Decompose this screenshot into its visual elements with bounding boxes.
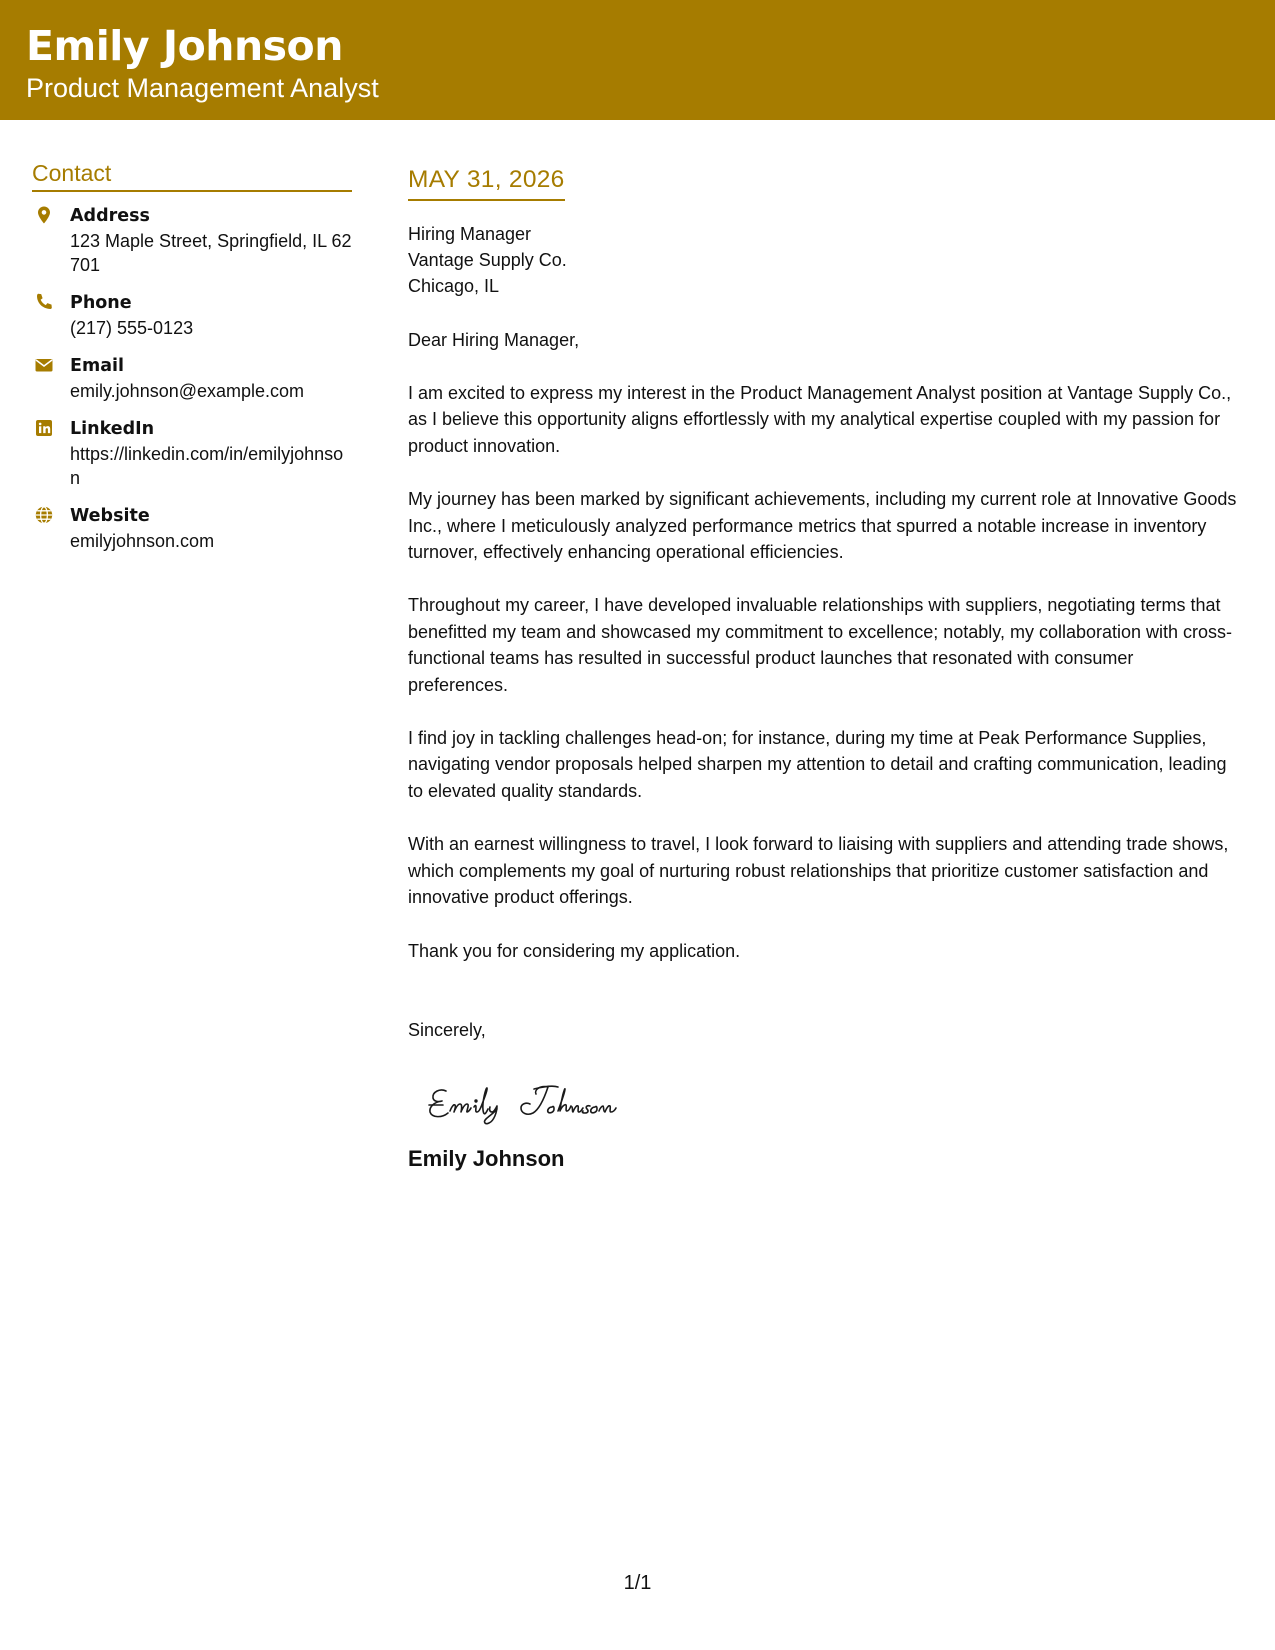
letter-paragraph: Thank you for considering my application. bbox=[408, 940, 741, 961]
recipient-line: Vantage Supply Co. bbox=[408, 250, 567, 270]
letter-paragraph: I am excited to express my interest in the Product Management Analyst position at Vantage Supply Co., as I believe this opportunity aligns effortlessly with my analytical expertise coupled with my passion for product innovation. bbox=[408, 383, 1232, 456]
contact-label: Address bbox=[70, 206, 150, 226]
map-pin-icon bbox=[34, 205, 56, 227]
contact-label: Website bbox=[70, 506, 150, 526]
contact-value: https://linkedin.com/in/emilyjohnson bbox=[70, 444, 344, 488]
applicant-name: Emily Johnson bbox=[26, 22, 343, 70]
header-banner bbox=[0, 0, 1275, 120]
globe-icon bbox=[34, 505, 56, 527]
contact-sidebar bbox=[32, 160, 352, 567]
phone-icon bbox=[34, 292, 56, 314]
contact-item-linkedin bbox=[32, 417, 352, 490]
salutation: Dear Hiring Manager, bbox=[408, 330, 580, 350]
contact-value: (217) 555-0123 bbox=[70, 318, 194, 338]
contact-heading: Contact bbox=[32, 160, 352, 192]
recipient-block bbox=[408, 221, 1238, 299]
letter-paragraph: Throughout my career, I have developed invaluable relationships with suppliers, negotiating terms that benefitted my team and showcased my commitment to excellence; notably, my collaboration with cross-functional teams has resulted in successful product launches that resonated with consumer preferences. bbox=[408, 595, 1233, 695]
applicant-job-title: Product Management Analyst bbox=[26, 73, 379, 103]
recipient-line: Hiring Manager bbox=[408, 224, 532, 244]
letter-paragraph: I find joy in tackling challenges head-on; for instance, during my time at Peak Performance Supplies, navigating vendor proposals helped sharpen my attention to detail and crafting communication, leading to elevated quality standards. bbox=[408, 728, 1227, 801]
linkedin-icon bbox=[34, 418, 56, 440]
contact-item-address bbox=[32, 204, 352, 277]
letter-date: MAY 31, 2026 bbox=[408, 166, 565, 201]
contact-item-website bbox=[32, 504, 352, 553]
contact-item-email bbox=[32, 354, 352, 403]
envelope-icon bbox=[34, 355, 56, 377]
handwritten-signature bbox=[424, 1075, 664, 1129]
letter-paragraph: With an earnest willingness to travel, I look forward to liaising with suppliers and attending trade shows, which complements my goal of nurturing robust relationships that prioritize customer satisfaction and innovative product offerings. bbox=[408, 834, 1229, 908]
contact-label: Phone bbox=[70, 293, 132, 313]
cover-letter-body bbox=[408, 166, 1238, 1173]
recipient-line: Chicago, IL bbox=[408, 276, 500, 296]
contact-label: LinkedIn bbox=[70, 419, 155, 439]
page-number: 1/1 bbox=[623, 1572, 652, 1594]
contact-item-phone bbox=[32, 291, 352, 340]
contact-value: 123 Maple Street, Springfield, IL 62701 bbox=[70, 231, 352, 275]
contact-value: emilyjohnson.com bbox=[70, 531, 215, 551]
contact-label: Email bbox=[70, 356, 124, 376]
closing-line: Sincerely, bbox=[408, 1019, 486, 1040]
signature-name: Emily Johnson bbox=[408, 1145, 565, 1171]
contact-value: emily.johnson@example.com bbox=[70, 381, 305, 401]
letter-paragraph: My journey has been marked by significant achievements, including my current role at Innovative Goods Inc., where I meticulously analyzed performance metrics that spurred a notable increase in inventory turnover, effectively enhancing operational efficiencies. bbox=[408, 489, 1237, 563]
